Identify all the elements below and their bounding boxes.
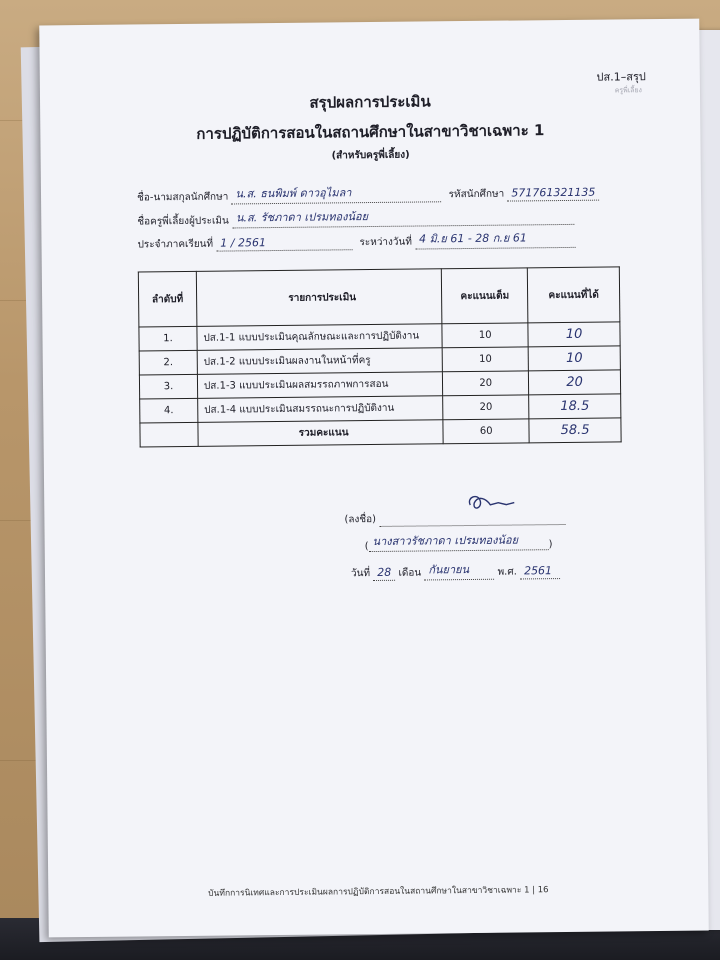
student-name-value: น.ส. ธนพิมพ์ ดาวอุไมลา	[235, 186, 352, 201]
semester-field	[216, 236, 352, 251]
row-full: 10	[442, 347, 528, 372]
header-item: รายการประเมิน	[196, 269, 442, 327]
student-id-value: 571761321135	[511, 185, 596, 200]
semester-label: ประจำภาคเรียนที่	[137, 238, 214, 251]
row-full: 20	[443, 395, 529, 420]
signer-name-line: ( นางสาวรัชภาดา เปรมทองน้อย )	[365, 536, 553, 552]
student-name-label: ชื่อ-นามสกุลนักศึกษา	[136, 191, 229, 204]
header-full: คะแนนเต็ม	[442, 268, 528, 324]
form-code-sub: ครูพี่เลี้ยง	[614, 86, 642, 95]
period-field	[415, 231, 575, 250]
row-no: 1.	[139, 326, 197, 351]
document-page	[39, 19, 709, 938]
row-item: ปส.1-1 แบบประเมินคุณลักษณะและการปฏิบัติงาน	[197, 324, 443, 351]
date-month-field	[424, 563, 494, 581]
row-no: 2.	[139, 350, 197, 375]
sign-label: (ลงชื่อ)	[344, 513, 377, 526]
header-got: คะแนนที่ได้	[527, 267, 619, 323]
row-full: 20	[443, 371, 529, 396]
row-got: 10	[528, 322, 620, 347]
period-value: 4 มิ.ย 61 - 28 ก.ย 61	[419, 231, 527, 246]
total-label: รวมคะแนน	[198, 420, 444, 447]
total-full: 60	[443, 419, 529, 444]
row-no: 3.	[139, 374, 197, 399]
date-year-value: 2561	[523, 564, 553, 578]
row-item: ปส.1-2 แบบประเมินผลงานในหน้าที่ครู	[197, 348, 443, 375]
total-row	[140, 418, 621, 447]
page-footer: บันทึกการนิเทศและการประเมินผลการปฏิบัติการสอนในสถานศึกษาในสาขาวิชาเฉพาะ 1 | 16	[208, 885, 549, 899]
page-subtitle: การปฏิบัติการสอนในสถานศึกษาในสาขาวิชาเฉพาะ 1	[196, 121, 545, 143]
form-code: ปส.1–สรุป	[596, 70, 646, 84]
student-name-field	[231, 188, 441, 204]
date-day-value: 28	[377, 565, 392, 579]
period-label: ระหว่างวันที่	[359, 236, 413, 249]
row-got: 20	[529, 370, 621, 395]
total-empty-cell	[140, 422, 198, 447]
mentor-value: น.ส. รัชภาดา เปรมทองน้อย	[235, 210, 369, 225]
row-full: 10	[442, 323, 528, 348]
signer-name-field	[369, 533, 549, 552]
date-day-field	[373, 567, 395, 581]
mentor-row	[137, 210, 574, 230]
month-label: เดือน	[398, 567, 422, 579]
signature-field	[379, 511, 565, 527]
year-label: พ.ศ.	[497, 566, 517, 578]
row-item: ปส.1-3 แบบประเมินผลสมรรถภาพการสอน	[197, 372, 443, 399]
row-item: ปส.1-4 แบบประเมินสมรรถนะการปฏิบัติงาน	[198, 396, 444, 423]
signer-name-value: นางสาวรัชภาดา เปรมทองน้อย	[372, 533, 519, 549]
signature-block	[344, 490, 604, 580]
mentor-label: ชื่อครูพี่เลี้ยงผู้ประเมิน	[137, 215, 229, 228]
page-note: (สำหรับครูพี่เลี้ยง)	[331, 149, 410, 162]
total-got: 58.5	[529, 418, 621, 443]
score-table	[138, 266, 622, 447]
row-no: 4.	[140, 398, 198, 423]
row-got: 10	[528, 346, 620, 371]
page-title: สรุปผลการประเมิน	[309, 92, 431, 112]
header-no: ลำดับที่	[138, 271, 196, 327]
signature-date-line	[351, 564, 560, 581]
semester-value: 1 / 2561	[220, 236, 267, 250]
date-month-value: กันยายน	[428, 563, 470, 577]
date-label: วันที่	[350, 568, 371, 580]
semester-row	[137, 233, 575, 253]
table-header-row	[138, 267, 620, 327]
row-got: 18.5	[529, 394, 621, 419]
student-id-label: รหัสนักศึกษา	[448, 188, 505, 201]
student-info-row	[137, 186, 600, 206]
mentor-field	[232, 211, 574, 229]
signature-line	[344, 510, 565, 527]
student-id-field	[507, 187, 599, 202]
date-year-field	[520, 565, 560, 579]
